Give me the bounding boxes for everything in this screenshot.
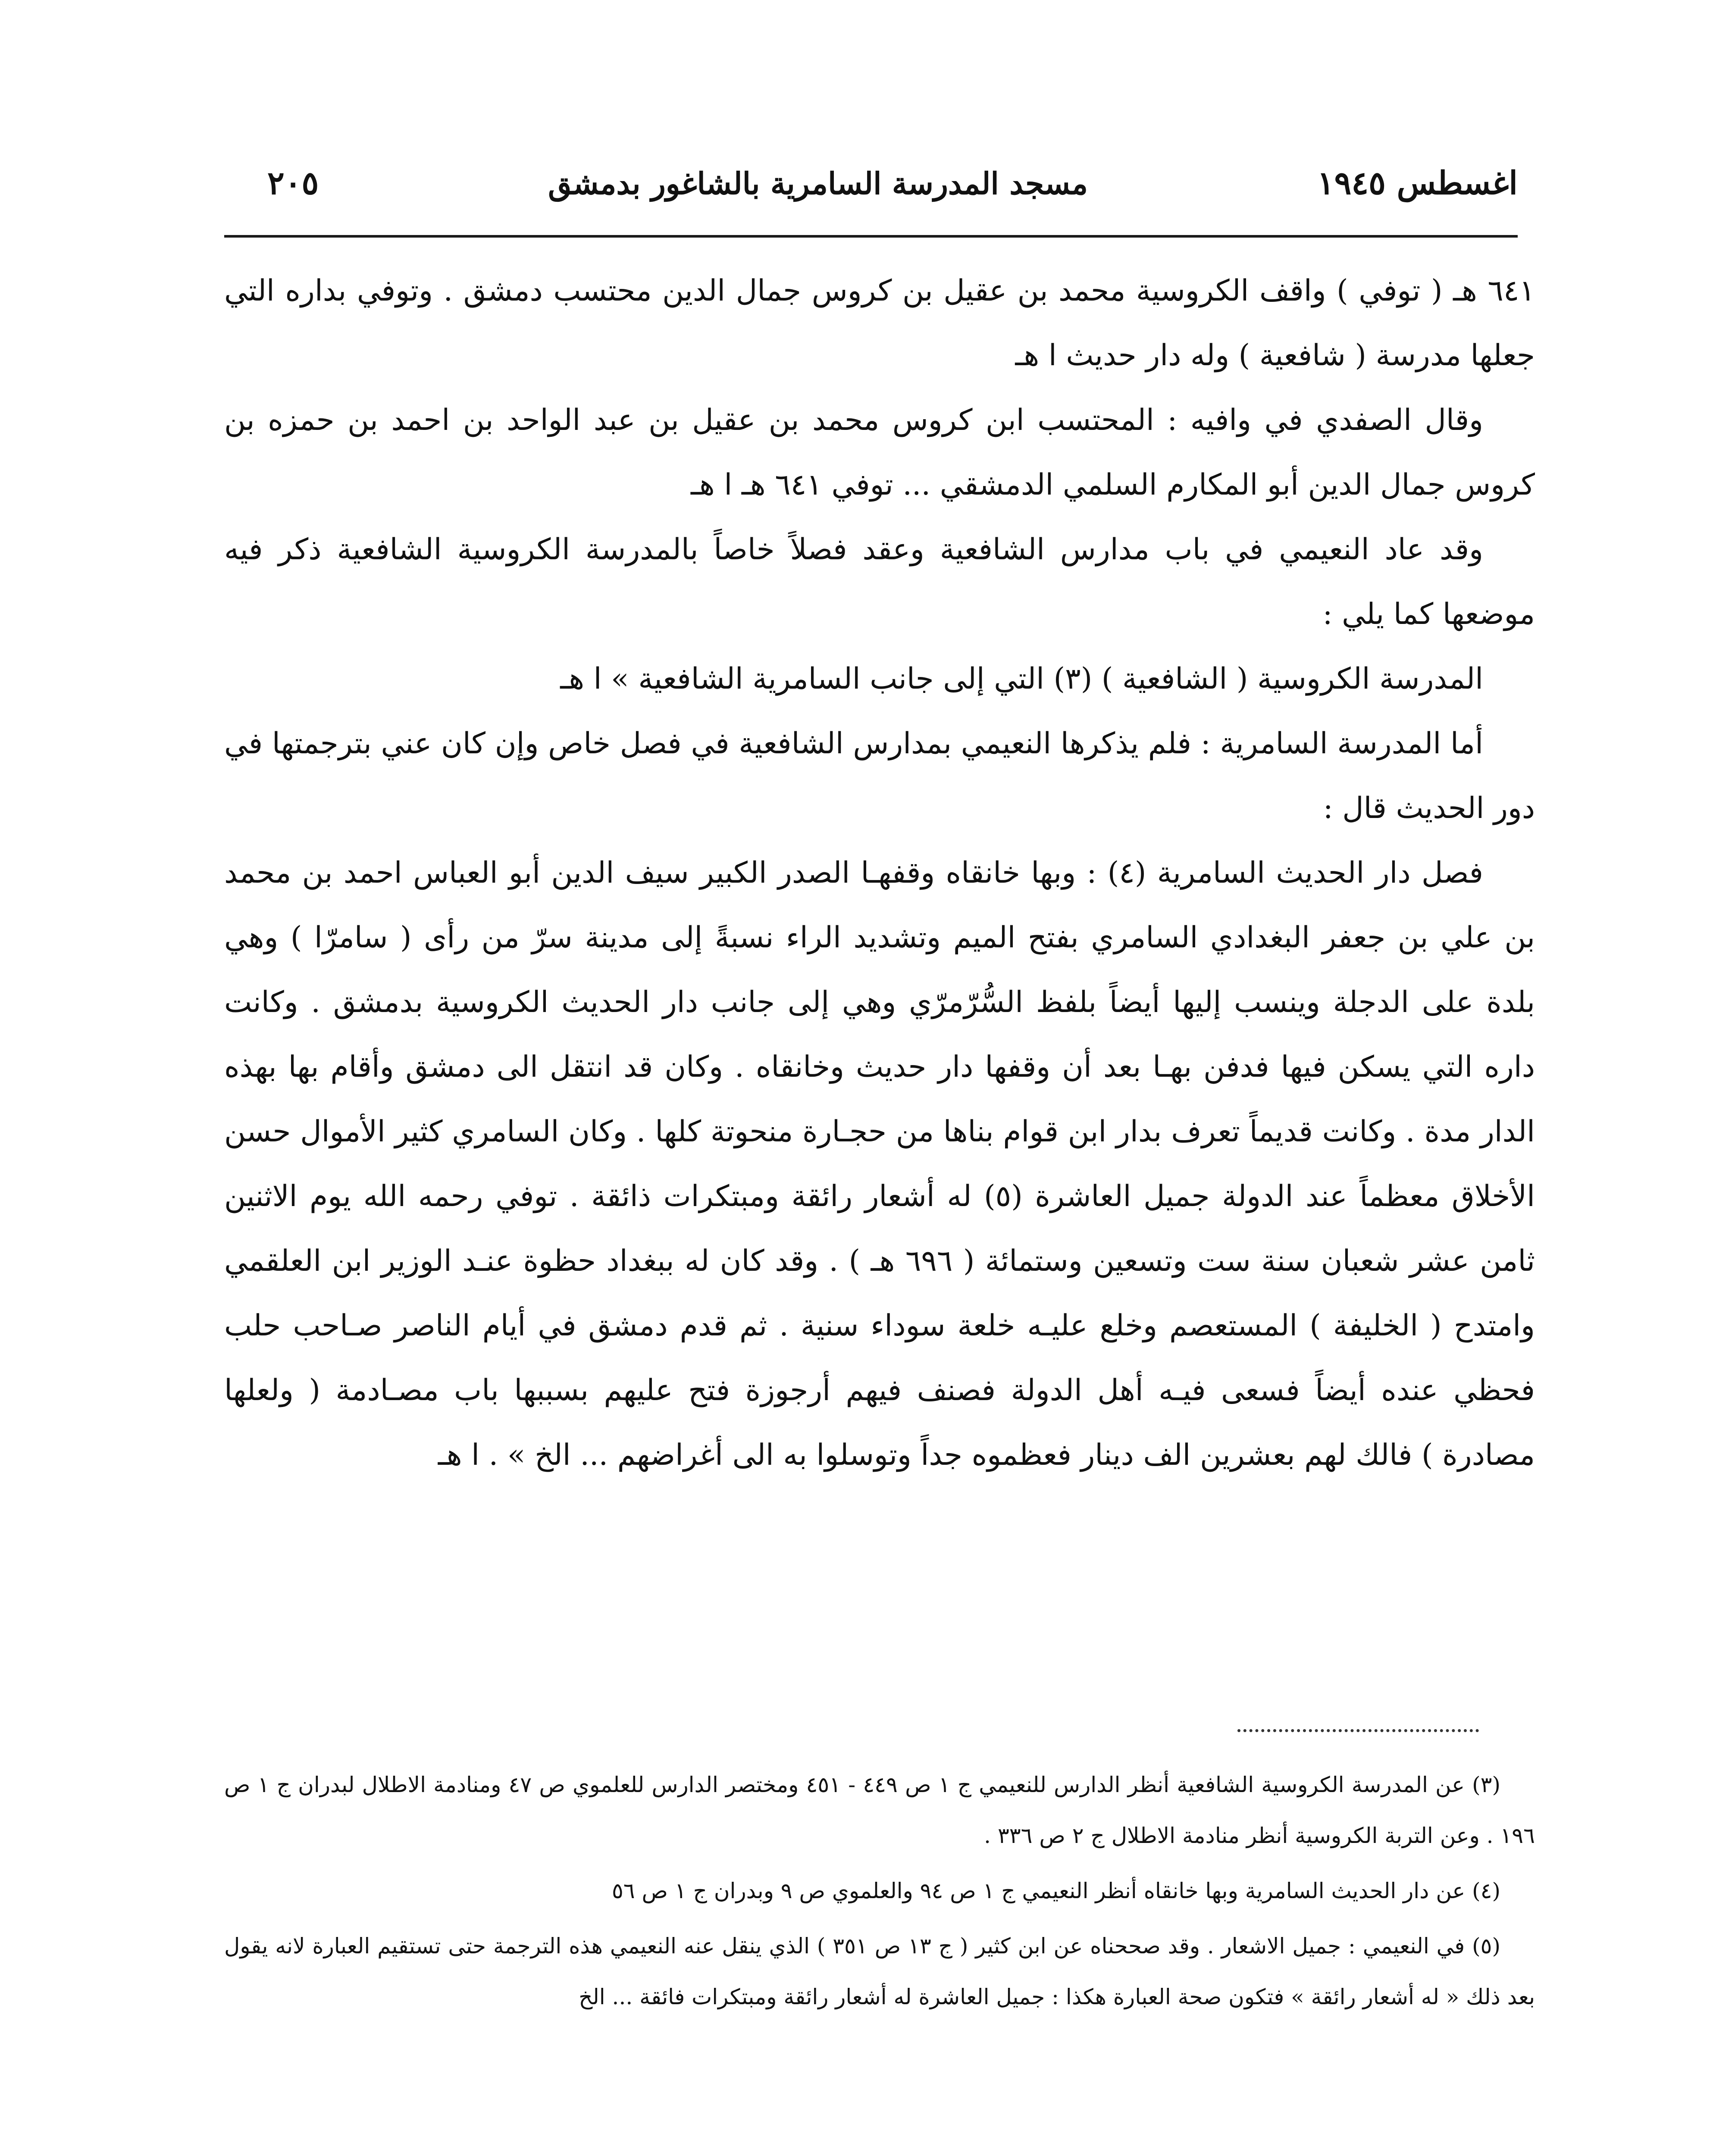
footnote-4: (٤) عن دار الحديث السامرية وبها خانقاه أنظر النعيمي ج ١ ص ٩٤ والعلموي ص ٩ وبدران ج ١ ص ٥٦ (611, 1878, 1500, 1903)
paragraph-1: ٦٤١ هـ ( توفي ) واقف الكروسية محمد بن عقيل بن كروس جمال الدين محتسب دمشق . وتوفي بداره التي جعلها مدرسة ( شافعية ) وله دار حديث ا هـ (224, 274, 1535, 373)
paragraph-4: المدرسة الكروسية ( الشافعية ) (٣) التي إلى جانب السامرية الشافعية » ا هـ (560, 662, 1483, 696)
running-title: مسجد المدرسة السامرية بالشاغور بدمشق (548, 165, 1088, 201)
footnote-5: (٥) في النعيمي : جميل الاشعار . وقد صححناه عن ابن كثير ( ج ١٣ ص ٣٥١ ) الذي ينقل عنه النعيمي هذه الترجمة حتى تستقيم العبارة لانه يقول بعد ذلك « له أشعار رائقة » فتكون صحة العبارة هكذا : جميل العاشرة له أشعار رائقة ومبتكرات فائقة ... الخ (224, 1934, 1535, 2009)
header-date: اغسطس ١٩٤٥ (1317, 165, 1518, 202)
page-header (267, 151, 1518, 216)
footnotes (224, 1759, 1535, 2027)
header-divider (224, 235, 1518, 238)
paragraph-5: أما المدرسة السامرية : فلم يذكرها النعيمي بمدارس الشافعية في فصل خاص وإن كان عني بترجمتها في دور الحديث قال : (224, 727, 1535, 825)
paragraph-2: وقال الصفدي في وافيه : المحتسب ابن كروس محمد بن عقيل بن عبد الواحد بن احمد بن حمزه بن كروس جمال الدين أبو المكارم السلمي الدمشقي ... توفي ٦٤١ هـ ا هـ (224, 403, 1535, 502)
paragraph-6: فصل دار الحديث السامرية (٤) : وبها خانقاه وقفهـا الصدر الكبير سيف الدين أبو العباس احمد بن محمد بن علي بن جعفر البغدادي السامري بفتح الميم وتشديد الراء نسبةً إلى مدينة سرّ من رأى ( سامرّا ) وهي بلدة على الدجلة وينسب إليها أيضاً بلفظ السُّرّمرّي وهي إلى جانب دار الحديث الكروسية بدمشق . وكانت داره التي يسكن فيها فدفن بهـا بعد أن وقفها دار حديث وخانقاه . وكان قد انتقل الى دمشق وأقام بها بهذه الدار مدة . وكانت قديماً تعرف بدار ابن قوام بناها من حجـارة منحوتة كلها . وكان السامري كثير الأموال حسن الأخلاق معظماً عند الدولة جميل العاشرة (٥) له أشعار رائقة ومبتكرات ذائقة . توفي رحمه الله يوم الاثنين ثامن عشر شعبان سنة ست وتسعين وستمائة ( ٦٩٦ هـ ) . وقد كان له ببغداد حظوة عنـد الوزير ابن العلقمي وامتدح ( الخليفة ) المستعصم وخلع عليـه خلعة سوداء سنية . ثم قدم دمشق في أيام الناصر صـاحب حلب فحظي عنده أيضاً فسعى فيـه أهل الدولة فصنف فيهم أرجوزة فتح عليهم بسببها باب مصـادمة ( ولعلها مصادرة ) فالك لهم بعشرين الف دينار فعظموه جداً وتوسلوا به الى أغراضهم ... الخ » . ا هـ (224, 856, 1535, 1472)
main-text (224, 259, 1535, 1488)
footnote-3: (٣) عن المدرسة الكروسية الشافعية أنظر الدارس للنعيمي ج ١ ص ٤٤٩ - ٤٥١ ومختصر الدارس للعلموي ص ٤٧ ومنادمة الاطلال لبدران ج ١ ص ١٩٦ . وعن التربة الكروسية أنظر منادمة الاطلال ج ٢ ص ٣٣٦ . (224, 1772, 1535, 1848)
footnote-divider (1237, 1729, 1479, 1732)
page-number: ٢٠٥ (267, 165, 319, 202)
paragraph-3: وقد عاد النعيمي في باب مدارس الشافعية وعقد فصلاً خاصاً بالمدرسة الكروسية الشافعية ذكر فيه موضعها كما يلي : (224, 533, 1535, 631)
